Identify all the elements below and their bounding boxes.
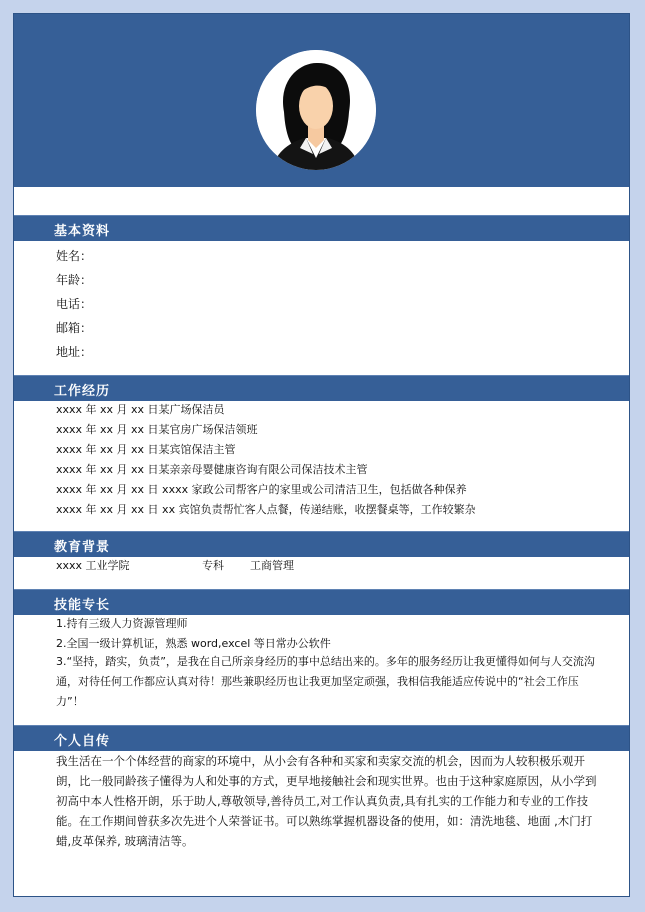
field-email: 邮箱： xyxy=(56,321,93,335)
section-title: 基本资料 xyxy=(54,224,111,239)
section-title: 个人自传 xyxy=(54,734,111,749)
section-header-work-experience xyxy=(14,375,629,401)
skill-item: 2.全国一级计算机证，熟悉 word,excel 等日常办公软件 xyxy=(56,637,331,650)
field-name: 姓名： xyxy=(56,249,93,263)
section-header-skills xyxy=(14,589,629,615)
education-degree: 专科 xyxy=(202,559,224,572)
section-title: 技能专长 xyxy=(54,598,111,613)
work-item: xxxx 年 xx 月 xx 日某官房广场保洁领班 xyxy=(56,423,258,436)
field-phone: 电话： xyxy=(56,297,93,311)
section-header-education xyxy=(14,531,629,557)
education-major: 工商管理 xyxy=(250,559,294,572)
resume-page xyxy=(13,13,630,897)
work-item: xxxx 年 xx 月 xx 日某宾馆保洁主管 xyxy=(56,443,236,456)
section-header-autobiography xyxy=(14,725,629,751)
work-item: xxxx 年 xx 月 xx 日某亲亲母婴健康咨询有限公司保洁技术主管 xyxy=(56,463,368,476)
field-address: 地址： xyxy=(56,345,93,359)
work-item: xxxx 年 xx 月 xx 日某广场保洁员 xyxy=(56,403,225,416)
education-school: xxxx 工业学院 xyxy=(56,559,130,572)
autobiography-text: 我生活在一个个体经营的商家的环境中，从小会有各种和买家和卖家交流的机会，因而为人较积极乐观开朗，比一般同龄孩子懂得为人和处事的方式，更早地接触社会和现实世界。也由于这种家庭原因，从小学到初高中本人性格开朗，乐于助人,尊敬领导,善待员工,对工作认真负责,具有扎实的工作能力和专业的工作技能。在工作期间曾获多次先进个人荣誉证书。可以熟练掌握机器设备的使用，如：清洗地毯、地面 ,木门打蜡,皮革保养, 玻璃清洁等。 xyxy=(56,754,597,848)
work-item: xxxx 年 xx 月 xx 日 xxxx 家政公司帮客户的家里或公司清洁卫生，包括做各种保养 xyxy=(56,483,467,496)
field-age: 年龄： xyxy=(56,273,93,287)
work-item: xxxx 年 xx 月 xx 日 xx 宾馆负责帮忙客人点餐，传递结账，收摆餐桌等，工作较繁杂 xyxy=(56,503,476,516)
female-avatar-icon xyxy=(256,50,376,170)
section-title: 工作经历 xyxy=(54,384,111,399)
section-title: 教育背景 xyxy=(54,540,111,555)
skill-item: 3.“坚持，踏实，负责”，是我在自己所亲身经历的事中总结出来的。多年的服务经历让我更懂得如何与人交流沟通，对待任何工作都应认真对待！那些兼职经历也让我更加坚定顽强，我相信我能适应传说中的“社会工作压力”！ xyxy=(56,655,595,708)
section-header-basic-info xyxy=(14,215,629,241)
avatar xyxy=(256,50,376,170)
skill-item: 1.持有三级人力资源管理师 xyxy=(56,617,188,630)
